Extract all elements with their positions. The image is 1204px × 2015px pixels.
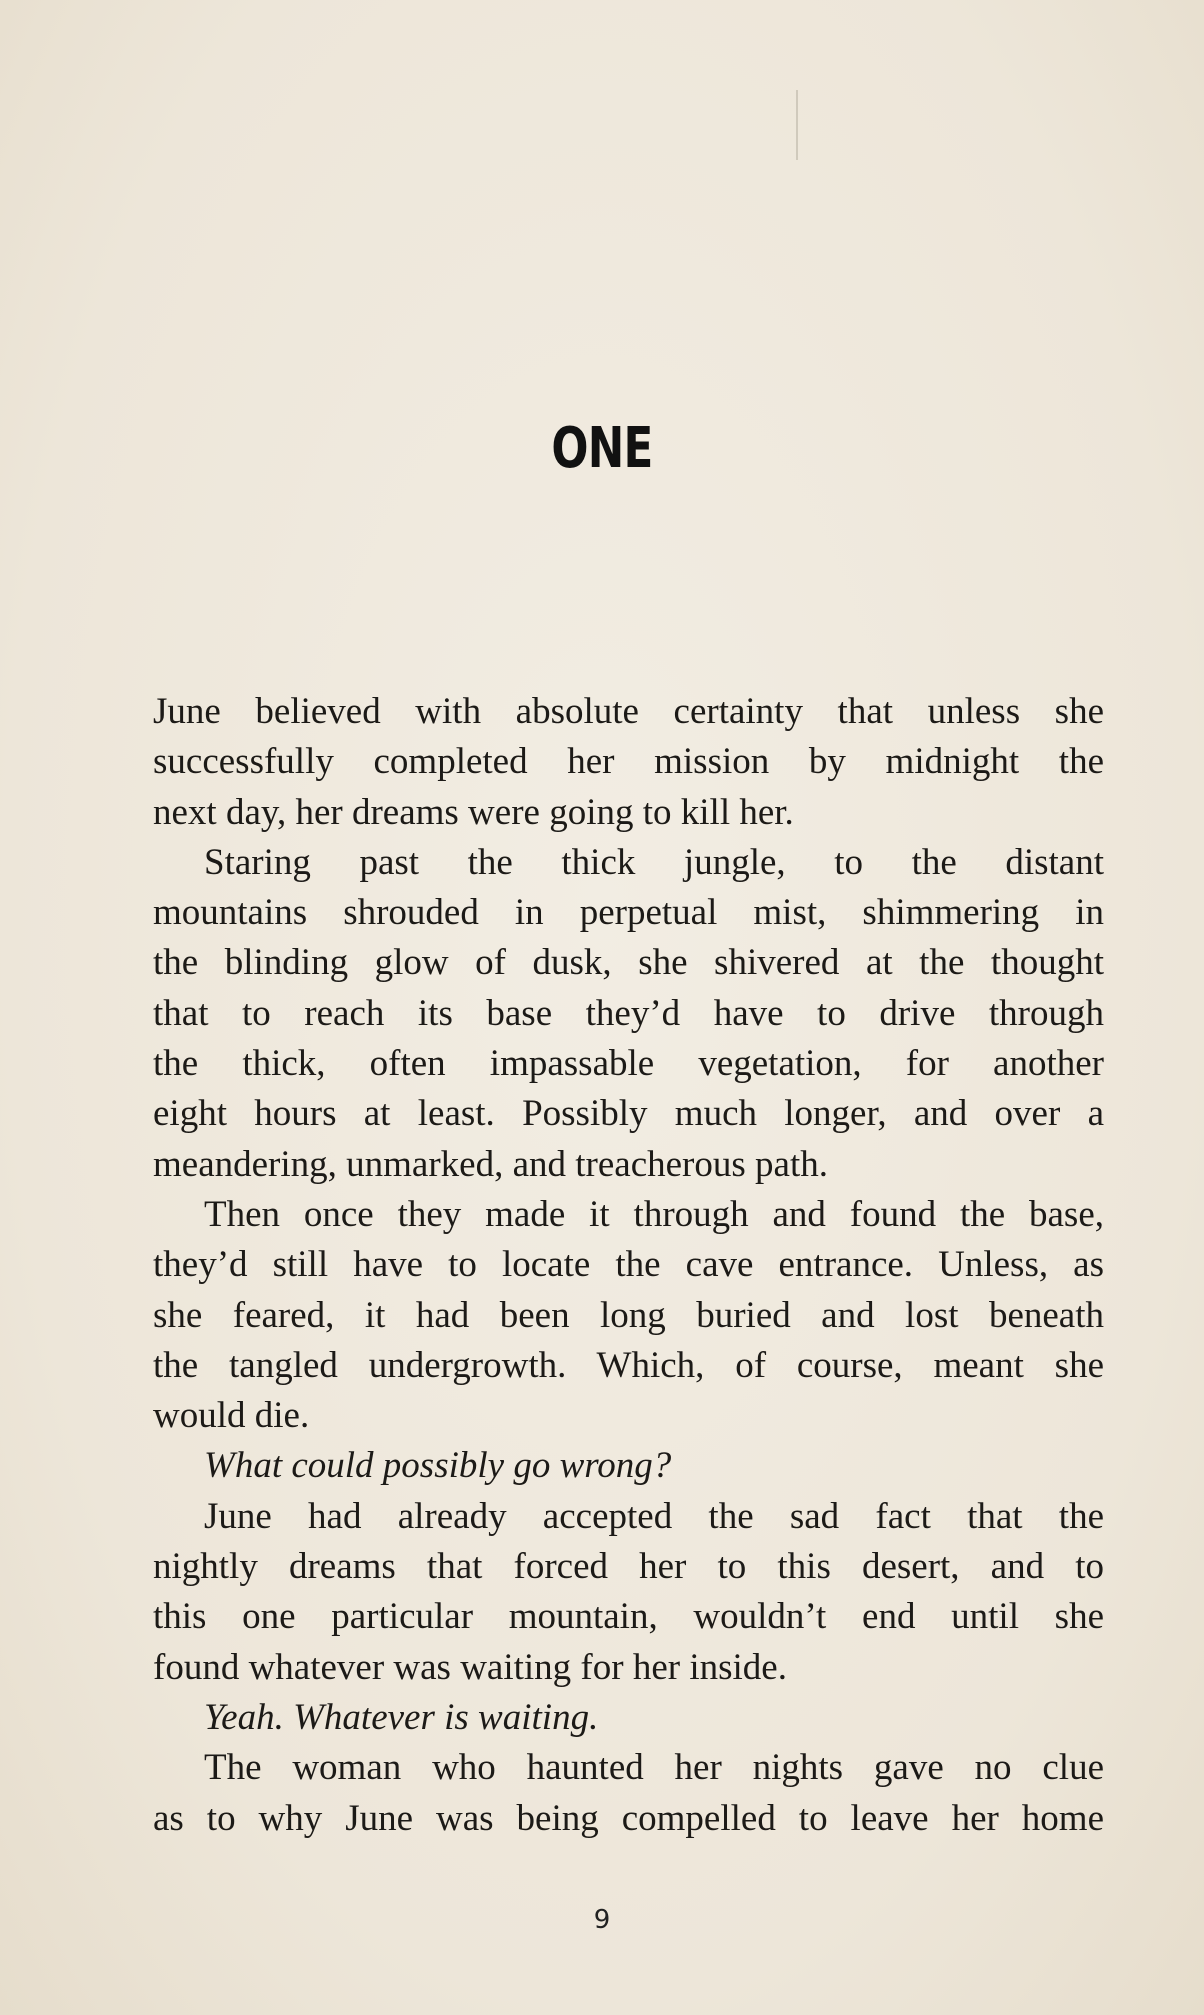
text-line: What could possibly go wrong? [204, 1445, 672, 1487]
text-line: as to why June was being compelled to leave her home [153, 1797, 1104, 1839]
text-line: The woman who haunted her nights gave no clue [204, 1747, 1104, 1789]
page-crease [796, 90, 798, 160]
text-line: Yeah. Whatever is waiting. [204, 1696, 599, 1738]
chapter-title: ONE [551, 416, 653, 481]
body-text [153, 687, 1104, 1844]
text-line: the tangled undergrowth. Which, of course, meant she [153, 1344, 1104, 1386]
text-line: June believed with absolute certainty that unless she [153, 691, 1104, 732]
text-line: mountains shrouded in perpetual mist, shimmering in [153, 892, 1104, 934]
page-number: 9 [593, 1905, 611, 1935]
text-line: would die. [153, 1395, 310, 1437]
text-line: this one particular mountain, wouldn’t end until she [153, 1596, 1104, 1638]
text-line: next day, her dreams were going to kill her. [153, 791, 794, 833]
text-line: nightly dreams that forced her to this desert, and to [153, 1546, 1104, 1588]
text-line: found whatever was waiting for her inside. [153, 1646, 787, 1688]
text-line: June had already accepted the sad fact that the [204, 1495, 1104, 1537]
text-line: she feared, it had been long buried and lost beneath [153, 1294, 1104, 1336]
text-line: eight hours at least. Possibly much longer, and over a [153, 1093, 1104, 1135]
text-line: meandering, unmarked, and treacherous path. [153, 1143, 828, 1185]
text-line: that to reach its base they’d have to drive through [153, 992, 1104, 1034]
text-line: Then once they made it through and found the base, [204, 1193, 1104, 1235]
text-line: the blinding glow of dusk, she shivered at the thought [153, 942, 1104, 984]
text-line: the thick, often impassable vegetation, for another [153, 1043, 1104, 1085]
text-line: Staring past the thick jungle, to the distant [204, 841, 1104, 883]
text-line: they’d still have to locate the cave entrance. Unless, as [153, 1244, 1104, 1286]
text-line: successfully completed her mission by midnight the [153, 741, 1104, 783]
